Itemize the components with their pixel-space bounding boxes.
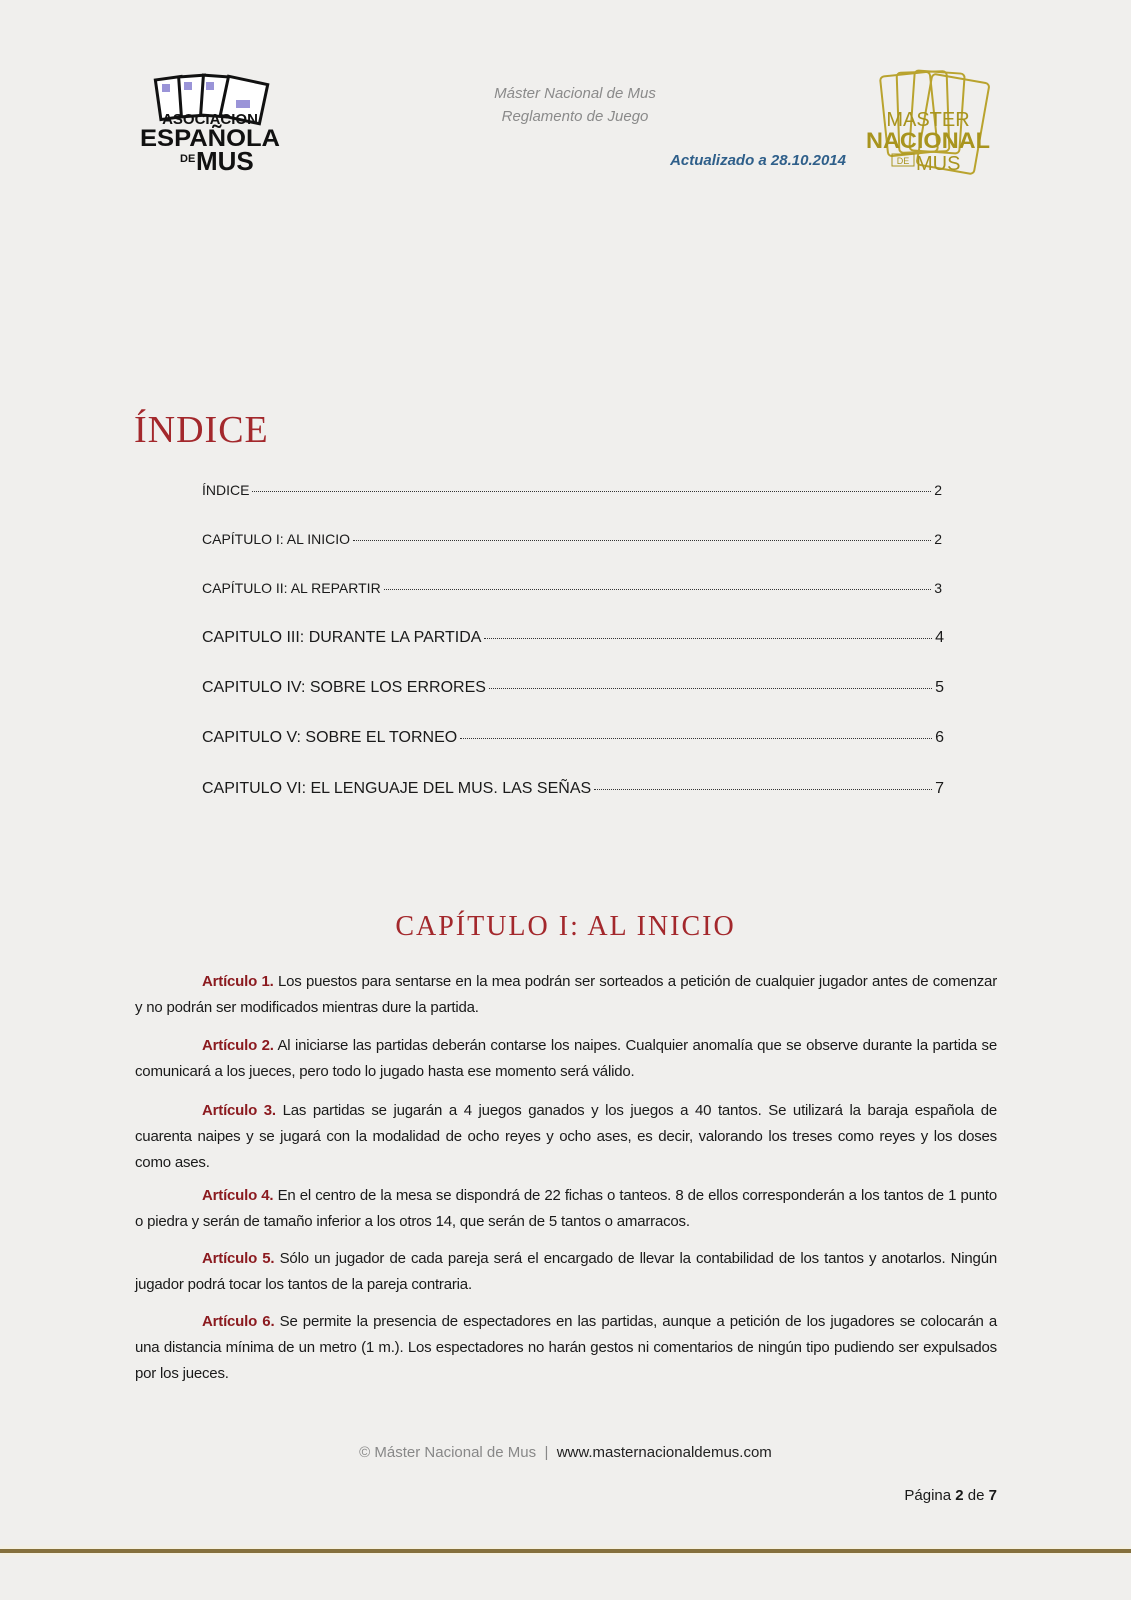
asociacion-espanola-de-mus-logo <box>136 72 284 178</box>
svg-text:DE: DE <box>896 156 910 166</box>
svg-text:ESPAÑOLA: ESPAÑOLA <box>140 125 272 152</box>
toc-leader <box>484 638 932 639</box>
footer-url-link[interactable]: www.masternacionaldemus.com <box>556 1444 772 1461</box>
article-text: Se permite la presencia de espectadores en las partidas, aunque a petición de los jugadores se colocarán a una distancia mínima de un metro (1 m.). Los espectadores no harán gestos ni comentarios de ningún tipo pudiendo ser expulsados por los jueces. <box>135 1313 997 1382</box>
toc-entry-label: CAPITULO III: DURANTE LA PARTIDA <box>202 629 482 646</box>
article-4 <box>135 1183 997 1235</box>
svg-text:ASOCIACION: ASOCIACION <box>162 111 258 128</box>
page-prefix: Página <box>904 1487 956 1504</box>
toc-entry-page: 2 <box>934 482 942 498</box>
toc-leader <box>353 540 931 541</box>
master-nacional-de-mus-logo <box>864 68 996 180</box>
footer-copyright: © Máster Nacional de Mus <box>359 1444 537 1461</box>
article-text: Al iniciarse las partidas deberán contarse los naipes. Cualquier anomalía que se observe durante la partida se comunicará a los jueces, pero todo lo jugado hasta ese momento será válido. <box>135 1037 997 1080</box>
article-text: En el centro de la mesa se dispondrá de 22 fichas o tanteos. 8 de ellos corresponderán a los tantos de 1 punto o piedra y serán de tamaño inferior a los otros 14, que serán de 5 tantos o amarracos. <box>135 1187 998 1230</box>
toc-entry[interactable] <box>202 629 944 647</box>
toc-entry-label: CAPÍTULO II: AL REPARTIR <box>202 580 381 596</box>
svg-text:MUS: MUS <box>196 146 254 176</box>
article-6 <box>135 1309 997 1387</box>
toc-entry-label: CAPITULO IV: SOBRE LOS ERRORES <box>202 679 486 696</box>
article-3 <box>135 1098 997 1176</box>
toc-entry[interactable] <box>202 780 944 798</box>
article-5 <box>135 1246 997 1298</box>
toc-entry[interactable] <box>202 729 944 747</box>
svg-text:DE: DE <box>180 153 196 165</box>
toc-entry-label: CAPÍTULO I: AL INICIO <box>202 531 351 547</box>
toc-entry-page: 4 <box>935 629 944 646</box>
toc-entry-page: 7 <box>935 780 944 797</box>
toc-leader <box>252 491 931 492</box>
article-label: Artículo 1. <box>202 973 274 990</box>
toc-entry-label: ÍNDICE <box>202 482 250 498</box>
footer <box>0 1444 1131 1461</box>
svg-text:MUS: MUS <box>916 153 961 175</box>
document-title: Máster Nacional de Mus <box>494 85 656 102</box>
document-subtitle: Reglamento de Juego <box>501 108 649 125</box>
toc-leader <box>594 789 932 790</box>
toc-entry-label: CAPITULO VI: EL LENGUAJE DEL MUS. LAS SEÑAS <box>202 780 592 797</box>
article-text: Las partidas se jugarán a 4 juegos ganados y los juegos a 40 tantos. Se utilizará la baraja española de cuarenta naipes y se jugará con la modalidad de ocho reyes y ocho ases, es decir, valorando los treses como reyes y los doses como ases. <box>135 1102 997 1171</box>
page-separator: de <box>963 1487 989 1504</box>
article-text: Los puestos para sentarse en la mea podrán ser sorteados a petición de cualquier jugador antes de comenzar y no podrán ser modificados mientras dure la partida. <box>135 973 997 1016</box>
article-2 <box>135 1033 997 1085</box>
toc-leader <box>384 589 932 590</box>
toc-entry-page: 2 <box>934 531 942 547</box>
toc-entry[interactable] <box>202 482 942 498</box>
page-total: 7 <box>988 1487 997 1504</box>
page-number <box>904 1487 997 1504</box>
toc-entry-page: 5 <box>935 679 944 696</box>
toc-entry-label: CAPITULO V: SOBRE EL TORNEO <box>202 729 458 746</box>
updated-date: Actualizado a 28.10.2014 <box>670 152 846 169</box>
toc-leader <box>460 738 932 739</box>
page-current: 2 <box>955 1487 964 1504</box>
article-label: Artículo 5. <box>202 1250 275 1267</box>
article-text: Sólo un jugador de cada pareja será el encargado de llevar la contabilidad de los tantos y anotarlos. Ningún jugador podrá tocar los tantos de la pareja contraria. <box>135 1250 997 1293</box>
toc-entry[interactable] <box>202 679 944 697</box>
article-label: Artículo 6. <box>202 1313 275 1330</box>
article-1 <box>135 969 997 1021</box>
footer-separator: | <box>544 1444 549 1461</box>
footer-rule-divider <box>0 1549 1131 1553</box>
toc-leader <box>489 688 932 689</box>
toc-entry[interactable] <box>202 580 942 596</box>
toc-entry-page: 6 <box>935 729 944 746</box>
article-label: Artículo 4. <box>202 1187 274 1204</box>
toc-entry-page: 3 <box>934 580 942 596</box>
svg-text:MASTER: MASTER <box>886 109 970 131</box>
toc-entry[interactable] <box>202 531 942 547</box>
chapter-heading: CAPÍTULO I: AL INICIO <box>395 911 736 942</box>
index-title: ÍNDICE <box>134 409 269 451</box>
article-label: Artículo 3. <box>202 1102 276 1119</box>
article-label: Artículo 2. <box>202 1037 274 1054</box>
svg-text:NACIONAL: NACIONAL <box>866 128 990 153</box>
